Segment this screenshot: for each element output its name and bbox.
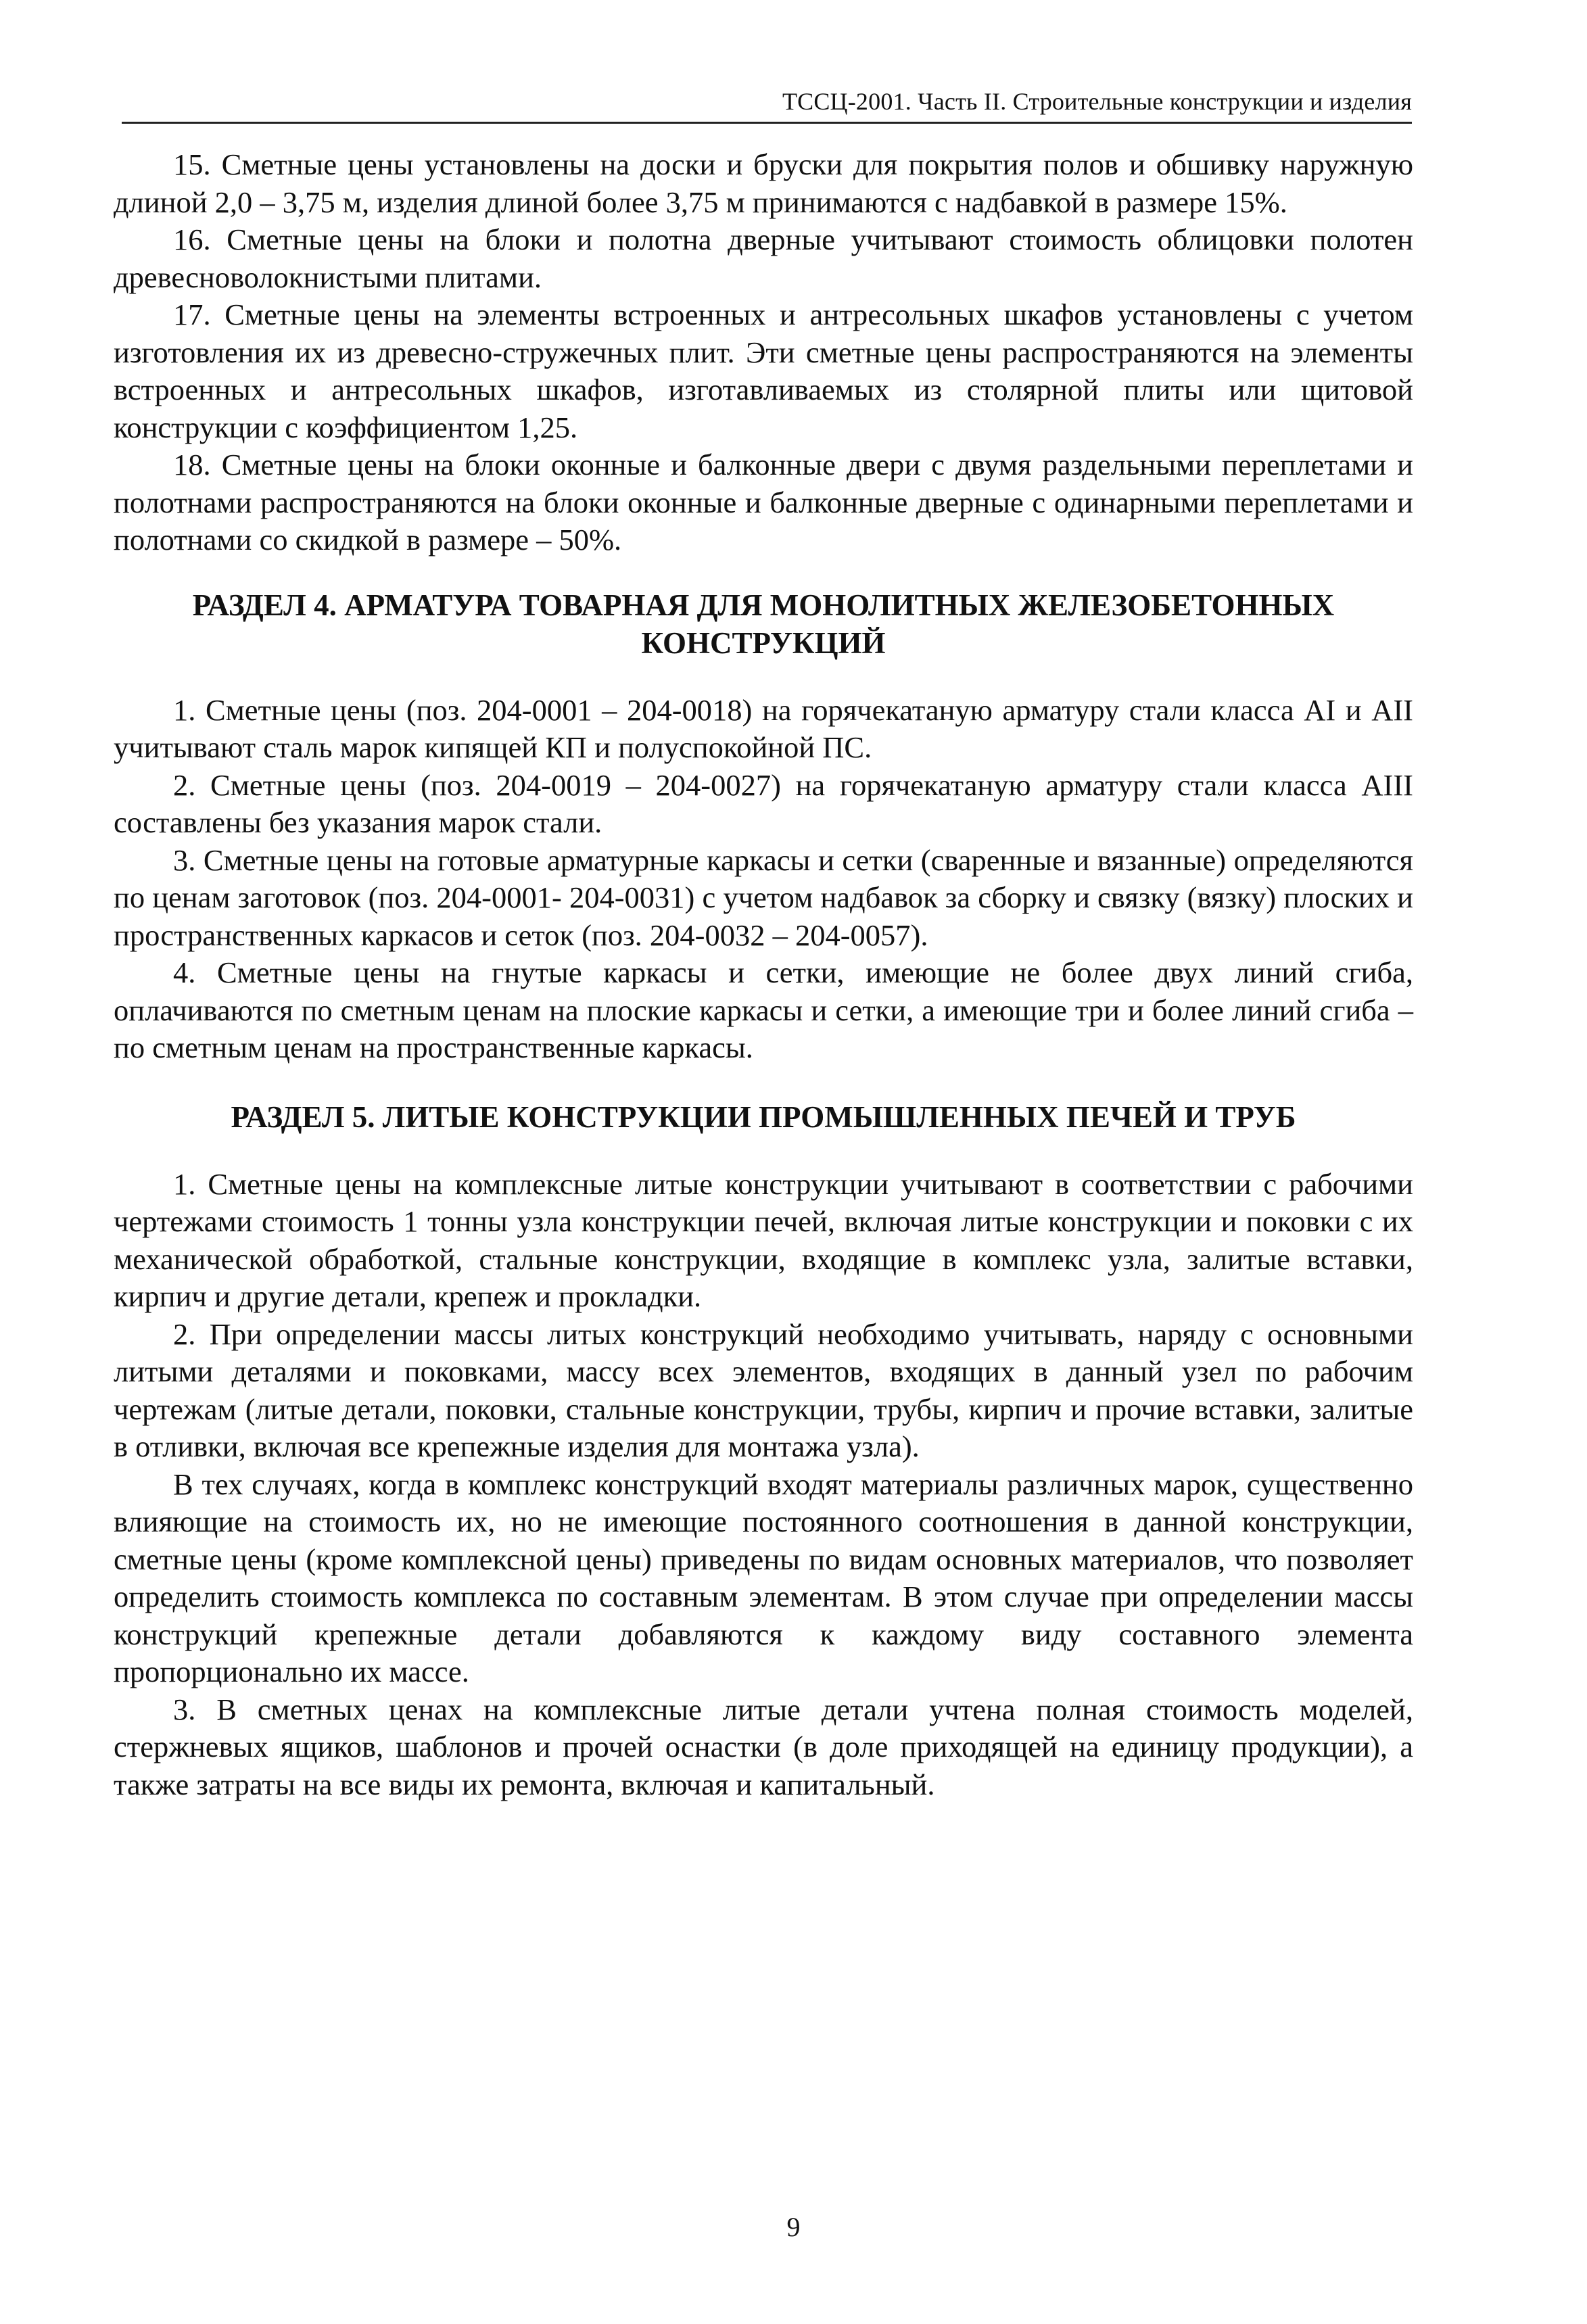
- section-4-paragraph-1: 1. Сметные цены (поз. 204-0001 – 204-0018) на горячекатаную арматуру стали класса AI и AII учитывают сталь марок кипящей КП и полуспокойной ПС.: [114, 692, 1413, 764]
- paragraph-17: 17. Сметные цены на элементы встроенных и антресольных шкафов установлены с учетом изготовления их из древесно-стружечных плит. Эти сметные цены распространяются на элементы встроенных и антресольных шкафов, изготавливаемых из столярной плиты или щитовой конструкции с коэффициентом 1,25.: [114, 298, 1413, 444]
- paragraph-18: 18. Сметные цены на блоки оконные и балконные двери с двумя раздельными переплетами и полотнами распространяются на блоки оконные и балконные дверные с одинарными переплетами и полотнами со скидкой в размере – 50%.: [114, 448, 1413, 556]
- section-5-paragraph-2: 2. При определении массы литых конструкций необходимо учитывать, наряду с основными литыми деталями и поковками, массу всех элементов, входящих в данный узел по рабочим чертежам (литые детали, поковки, стальные конструкции, трубы, кирпич и прочие вставки, залитые в отливки, включая все крепежные изделия для монтажа узла).: [114, 1317, 1413, 1463]
- paragraph-16: 16. Сметные цены на блоки и полотна дверные учитывают стоимость облицовки полотен древесноволокнистыми плитами.: [114, 222, 1413, 294]
- section-5-paragraph-3: В тех случаях, когда в комплекс конструкций входят материалы различных марок, существенно влияющие на стоимость их, но не имеющие постоянного соотношения в данной конструкции, сметные цены (кроме комплексной цены) приведены по видам основных материалов, что позволяет определить стоимость комплекса по составным элементам. В этом случае при определении массы конструкций крепежные детали добавляются к каждому виду составного элемента пропорционально их массе.: [114, 1467, 1413, 1688]
- section-4-paragraph-4: 4. Сметные цены на гнутые каркасы и сетки, имеющие не более двух линий сгиба, оплачиваются по сметным ценам на плоские каркасы и сетки, а имеющие три и более линий сгиба – по сметным ценам на пространственные каркасы.: [114, 955, 1413, 1064]
- paragraph-15: 15. Сметные цены установлены на доски и бруски для покрытия полов и обшивку наружную длиной 2,0 – 3,75 м, изделия длиной более 3,75 м принимаются с надбавкой в размере 15%.: [114, 147, 1413, 219]
- running-header: ТССЦ-2001. Часть II. Строительные конструкции и изделия: [782, 88, 1412, 115]
- section-4-title: РАЗДЕЛ 4. АРМАТУРА ТОВАРНАЯ ДЛЯ МОНОЛИТНЫХ ЖЕЛЕЗОБЕТОННЫХ КОНСТРУКЦИЙ: [192, 588, 1335, 660]
- section-4-paragraph-2: 2. Сметные цены (поз. 204-0019 – 204-0027) на горячекатаную арматуру стали класса AIII составлены без указания марок стали.: [114, 767, 1413, 839]
- page-number: 9: [786, 2212, 801, 2242]
- section-4-paragraph-3: 3. Сметные цены на готовые арматурные каркасы и сетки (сваренные и вязанные) определяются по ценам заготовок (поз. 204-0001- 204-0031) с учетом надбавок за сборку и связку (вязку) плоских и пространственных каркасов и сеток (поз. 204-0032 – 204-0057).: [114, 843, 1413, 952]
- section-5-paragraph-4: 3. В сметных ценах на комплексные литые детали учтена полная стоимость моделей, стержневых ящиков, шаблонов и прочей оснастки (в доле приходящей на единицу продукции), а также затраты на все виды их ремонта, включая и капитальный.: [114, 1692, 1413, 1801]
- section-5-title: РАЗДЕЛ 5. ЛИТЫЕ КОНСТРУКЦИИ ПРОМЫШЛЕННЫХ ПЕЧЕЙ И ТРУБ: [231, 1099, 1296, 1134]
- section-5-paragraph-1: 1. Сметные цены на комплексные литые конструкции учитывают в соответствии с рабочими чертежами стоимость 1 тонны узла конструкции печей, включая литые конструкции и поковки с их механической обработкой, стальные конструкции, входящие в комплекс узла, залитые вставки, кирпич и другие детали, крепеж и прокладки.: [114, 1166, 1413, 1313]
- header-divider: [122, 122, 1412, 124]
- page-content: [114, 146, 1413, 1803]
